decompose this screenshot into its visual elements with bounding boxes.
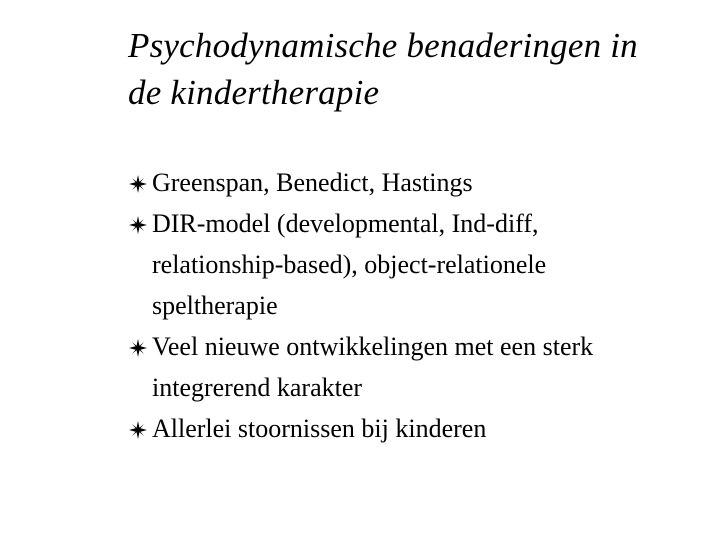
asterisk-star-icon <box>128 174 148 194</box>
slide-title <box>128 22 708 116</box>
bullet-item-1 <box>128 162 713 203</box>
bullet-4-line-1: Allerlei stoornissen bij kinderen <box>152 414 487 443</box>
bullet-2-line-1: DIR-model (developmental, Ind-diff, <box>152 209 539 238</box>
bullet-item-4 <box>128 408 713 449</box>
bullet-3-line-1: Veel nieuwe ontwikkelingen met een sterk <box>152 332 594 361</box>
asterisk-star-icon <box>128 215 148 235</box>
slide-title-line-2: de kindertherapie <box>128 73 380 112</box>
bullet-2-line-3: speltherapie <box>152 291 278 320</box>
bullet-item-3 <box>128 326 713 408</box>
slide-title-line-1: Psychodynamische benaderingen in <box>128 26 638 65</box>
bullet-item-2 <box>128 203 713 326</box>
asterisk-star-icon <box>128 338 148 358</box>
bullet-1-line-1: Greenspan, Benedict, Hastings <box>152 168 473 197</box>
bullet-3-line-2: integrerend karakter <box>152 373 363 402</box>
asterisk-star-icon <box>128 420 148 440</box>
bullet-2-line-2: relationship-based), object-relationele <box>152 250 547 279</box>
bullet-list <box>128 162 713 449</box>
